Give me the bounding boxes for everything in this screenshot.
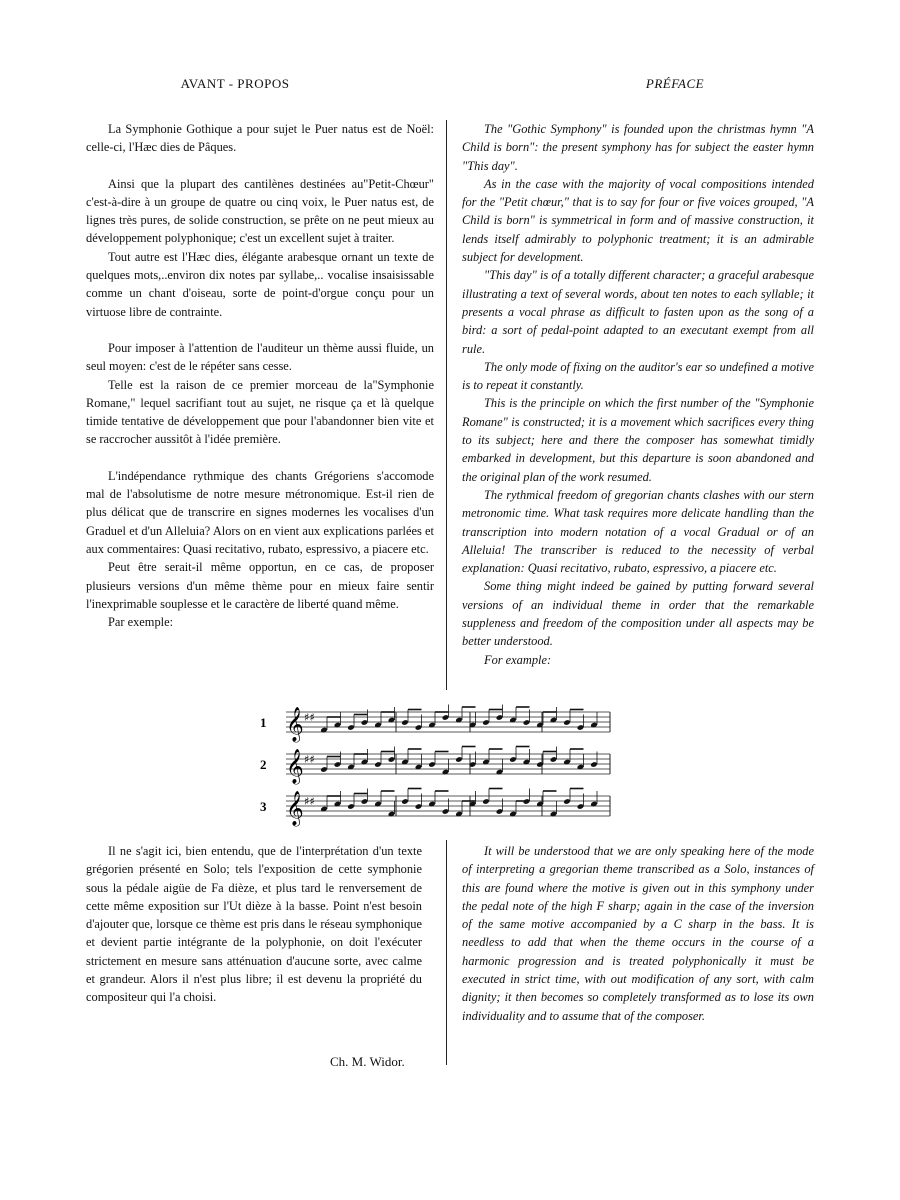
music-staff-1: [260, 705, 610, 744]
key-signature-icon: ♯♯: [304, 795, 315, 808]
french-paragraph: Il ne s'agit ici, bien entendu, que de l'interprétation d'un texte grégorien présenté en Solo; tels l'exposition de cette symphonie sous la pédale aigüe de Fa dièze, et plus tard le renversement de cette même exposition sur l'Ut dièze à la basse. Point n'est besoin d'ajouter que, lorsque ce thème est pris dans le réseau symphonique et devient partie intégrante de la polyphonie, on doit l'exécuter strictement en mesure sans atténuation d'aucune sorte, avec calme et grandeur. Alors il n'est plus libre; il est devenu la propriété du compositeur qui l'a choisi.: [86, 844, 422, 1005]
english-paragraph: It will be understood that we are only speaking here of the mode of interpreting a gregorian theme transcribed as a Solo, instances of this are found where the motive is given out in this symphony under the pedal note of the high F sharp; again in the case of the inversion of the same motive accompanied by a C sharp in the bass. It is needless to add that when the theme occurs in the course of a harmonic progression and is treated polyphonically it must be executed in strict time, with out modification of any sort, with calm dignity; it then becomes so completely transformed as to lose its own individuality and to assume that of the composer.: [462, 844, 814, 1023]
music-example: [256, 702, 616, 838]
english-text-bottom: [462, 842, 814, 1025]
column-divider-bottom: [446, 840, 447, 1065]
french-paragraph: Peut être serait-il même opportun, en ce cas, de proposer plusieurs versions d'un même thème pour en mieux faire sentir l'inexprimable souplesse et le caractère de liberté quand même.: [86, 560, 434, 611]
french-example-label: Par exemple:: [108, 615, 174, 630]
english-text-top: [462, 120, 814, 669]
french-paragraph: Telle est la raison de ce premier morceau de la"Symphonie Romane," lequel sacrifiant tout au sujet, ne risque ça et là quelque timide tentative de développement que pour l'abandonner bien vite et se raccrocher aussitôt à l'idée première.: [86, 377, 434, 447]
staff-number: 1: [260, 715, 267, 730]
french-paragraph: Tout autre est l'Hæc dies, élégante arabesque ornant un texte de quelques mots,..environ dix notes par syllabe,.. vocalise insaisissable comme un chant d'oiseau, sorte de point-d'orgue conçu pour un virtuose libre de contrainte.: [86, 249, 434, 319]
key-signature-icon: ♯♯: [304, 753, 315, 766]
avant-propos-heading: AVANT - PROPOS: [180, 76, 290, 91]
key-signature-icon: ♯♯: [304, 711, 315, 724]
column-divider-top: [446, 120, 447, 690]
english-paragraph: This is the principle on which the first number of the "Symphonie Romane" is constructed; it is a movement which sacrifices every thing to its subject; here and there the composer has somewhat timidly embarked in development, but this departure is soon abandoned and the original plan of the work resumed.: [462, 396, 814, 484]
music-staff-3: [260, 789, 610, 828]
french-text-bottom: [86, 842, 422, 1007]
french-paragraph: La Symphonie Gothique a pour sujet le Puer natus est de Noël: celle-ci, l'Hæc dies de Pâques.: [86, 122, 434, 155]
preface-heading: PRÉFACE: [645, 76, 705, 91]
english-paragraph: The "Gothic Symphony" is founded upon the christmas hymn "A Child is born": the present symphony has for subject the easter hymn "This day".: [462, 122, 814, 173]
treble-clef-icon: 𝄞: [286, 707, 304, 742]
english-example-label: For example:: [484, 652, 552, 667]
french-paragraph: Pour imposer à l'attention de l'auditeur un thème aussi fluide, un seul moyen: c'est de le répéter sans cesse.: [86, 340, 434, 374]
treble-clef-icon: 𝄞: [286, 791, 304, 826]
french-paragraph: Ainsi que la plupart des cantilènes destinées au"Petit-Chœur" c'est-à-dire à un groupe de quatre ou cinq voix, le Puer natus est, de lignes très pures, de solide construction, se prête on ne peut mieux au développement polyphonique; c'est un excellent sujet à traiter.: [86, 176, 434, 246]
staff-number: 2: [260, 757, 267, 772]
english-paragraph: As in the case with the majority of vocal compositions intended for the "Petit chœur," that is to say for four or five voices grouped, "A Child is born" is symmetrical in form and of massive construction, it lends itself admirably to polyphonic treatment; it is an admirable subject for development.: [462, 176, 814, 265]
treble-clef-icon: 𝄞: [286, 749, 304, 784]
english-paragraph: "This day" is of a totally different character; a graceful arabesque illustrating a text of several words, about ten notes to each syllable; it presents a vocal phrase as difficult to fasten upon as the song of a bird: a sort of pedal-point adapted to an executant exempt from all rule.: [462, 268, 814, 356]
staff-number: 3: [260, 799, 267, 814]
french-paragraph: L'indépendance rythmique des chants Grégoriens s'accomode mal de l'absolutisme de notre mesure métronomique. Est-il rien de plus délicat que de transcrire en signes modernes les vocalises d'un Graduel et d'un Alleluia? Alors on en vient aux explications parlées et aux commentaires: Quasi recitativo, rubato, espressivo, a piacere etc.: [86, 468, 434, 556]
english-paragraph: Some thing might indeed be gained by putting forward several versions of an individual theme in order that the remarkable suppleness and freedom of the composition under all aspects may be better understood.: [462, 579, 814, 649]
english-paragraph: The rythmical freedom of gregorian chants clashes with our stern metronomic time. What task requires more delicate handling than the transcription into modern notation of a vocal Gradual or of an Alleluia! The transcriber is reduced to the necessity of verbal explanation: Quasi recitativo, rubato, espressivo, a piacere etc.: [462, 487, 814, 576]
english-paragraph: The only mode of fixing on the auditor's ear so undefined a motive is to repeat it constantly.: [462, 359, 814, 393]
french-text-top: [86, 120, 434, 631]
signature: Ch. M. Widor.: [330, 1054, 405, 1069]
music-staff-2: [260, 747, 610, 786]
